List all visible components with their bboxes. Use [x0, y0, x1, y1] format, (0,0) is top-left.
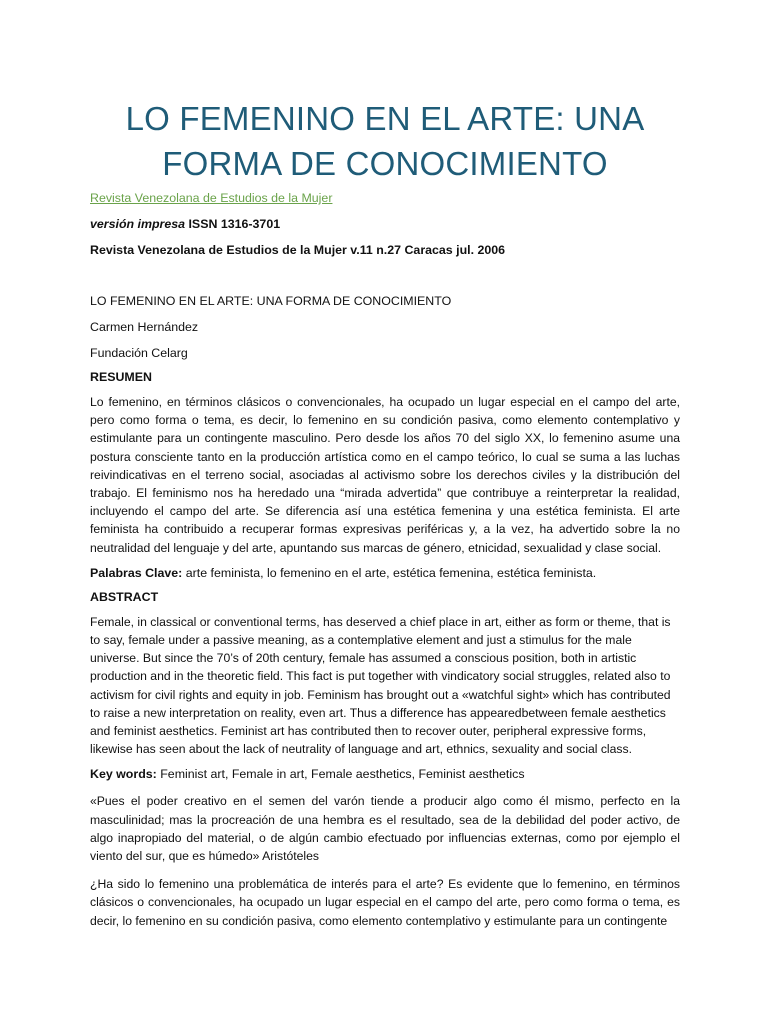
abstract-heading: ABSTRACT	[90, 589, 159, 604]
palabras-clave-text: arte feminista, lo femenino en el arte, estética femenina, estética feminista.	[182, 565, 597, 580]
key-words-text: Feminist art, Female in art, Female aesthetics, Feminist aesthetics	[156, 767, 525, 782]
resumen-paragraph: Lo femenino, en términos clásicos o convencionales, ha ocupado un lugar especial en el campo del arte, pero como forma o tema, es decir, lo femenino en su condición pasiva, como elemento contemplativo y estimulante para un contingente masculino. Pero desde los años 70 del siglo XX, lo femenino asume una postura consciente tanto en la producción artística como en el campo teórico, lo cual se suma a las luchas reivindicativas en el terreno social, asociadas al activismo sobre los derechos civiles y la distribución del trabajo. El feminismo nos ha heredado una “mirada advertida” que contribuye a reinterpretar la realidad, incluyendo el campo del arte. Se diferencia así una estética femenina y una estética feminista. El arte feminista ha contribuido a recuperar formas expresivas periféricas y, a la vez, ha advertido sobre la no neutralidad del lenguaje y del arte, apuntando sus marcas de género, etnicidad, sexualidad y clase social.	[90, 395, 680, 555]
epigraph-quote: «Pues el poder creativo en el semen del varón tiende a producir algo como él mismo, perfecto en la masculinidad; mas la procreación de una hembra es el resultado, sea de la debilidad del poder activo, de algo inapropiado del material, o de algún cambio efectuado por influencias externas, como por ejemplo el viento del sur, que es húmedo» Aristóteles	[90, 794, 680, 864]
key-words	[90, 766, 680, 782]
body-paragraph: ¿Ha sido lo femenino una problemática de interés para el arte? Es evidente que lo femenino, en términos clásicos o convencionales, ha ocupado un lugar especial en el campo del arte, pero como forma o tema, es decir, lo femenino en su condición pasiva, como elemento contemplativo y estimulante para un contingente	[90, 877, 680, 928]
version-label: versión impresa	[90, 217, 186, 231]
version-issn: ISSN 1316-3701	[185, 217, 281, 231]
journal-link[interactable]: Revista Venezolana de Estudios de la Mujer	[90, 191, 333, 205]
title-line-2: FORMA DE CONOCIMIENTO	[162, 145, 608, 182]
issue-line	[90, 242, 680, 258]
palabras-clave-label: Palabras Clave:	[90, 565, 183, 580]
author-affiliation: Fundación Celarg	[90, 346, 188, 360]
abstract-paragraph: Female, in classical or conventional terms, has deserved a chief place in art, either as form or theme, that is to say, female under a passive meaning, as a contemplative element and just a stimulus for the male universe. But since the 70’s of 20th century, female has assumed a conscious position, both in artistic production and in the theoretic field. This fact is put together with vindicatory social struggles, related also to activism for civil rights and equity in job. Feminism has brought out a «watchful sight» which has contributed to raise a new interpretation on reality, even art. Thus a difference has appearedbetween female aesthetics and feminist aesthetics. Feminist art has contributed then to recover outer, peripheral expressive forms, likewise has seen about the lack of neutrality of language and art, ethnics, sexuality and social class.	[90, 614, 671, 757]
title-line-1: LO FEMENINO EN EL ARTE: UNA	[125, 100, 645, 137]
resumen-heading: RESUMEN	[90, 370, 152, 384]
article-subtitle: LO FEMENINO EN EL ARTE: UNA FORMA DE CONOCIMIENTO	[90, 294, 452, 308]
document-title	[90, 0, 680, 186]
key-words-label: Key words:	[90, 767, 157, 782]
palabras-clave	[90, 565, 680, 581]
version-line	[90, 216, 680, 232]
author-name: Carmen Hernández	[90, 320, 199, 334]
issue-text: Revista Venezolana de Estudios de la Mujer v.11 n.27 Caracas jul. 2006	[90, 243, 506, 257]
